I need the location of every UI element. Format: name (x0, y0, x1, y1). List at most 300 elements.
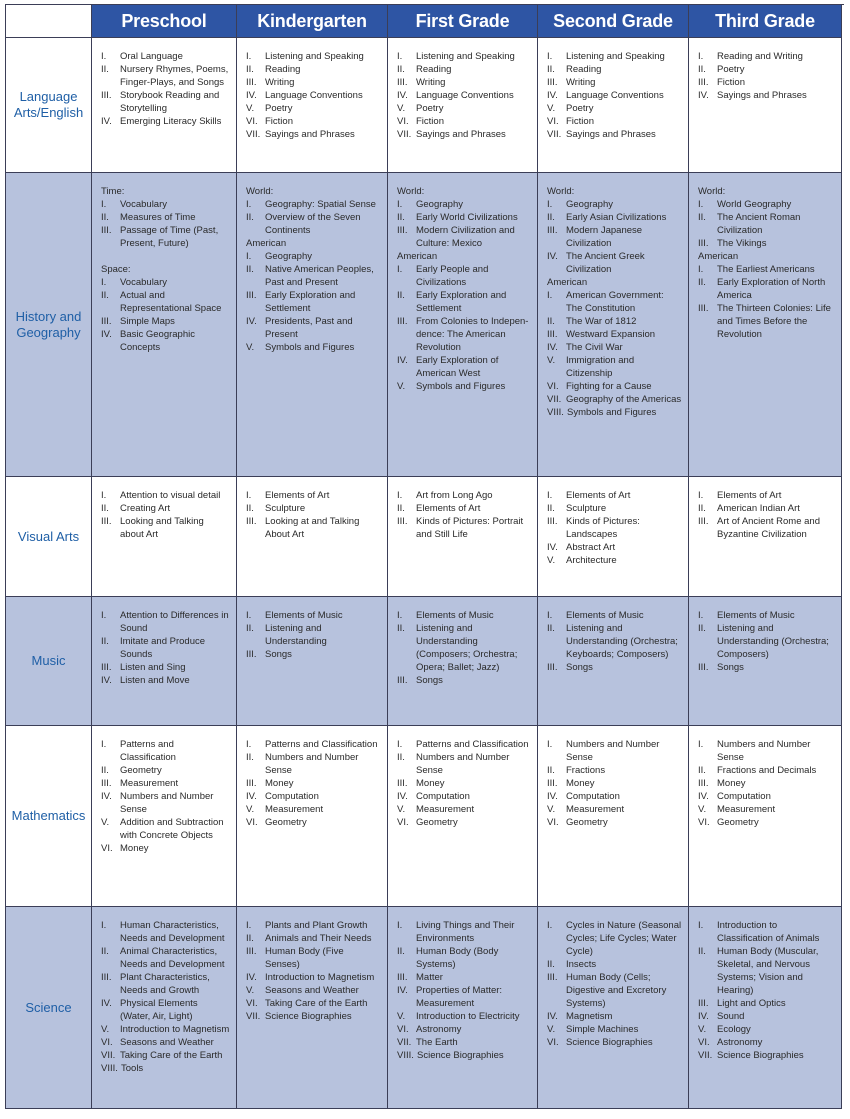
topic-item (698, 198, 835, 211)
topic-text: Insects (566, 959, 597, 970)
topic-numeral: III. (397, 972, 408, 983)
topic-item (397, 502, 531, 515)
topic-list (538, 38, 688, 145)
topic-numeral: I. (547, 920, 553, 931)
topic-numeral: V. (698, 1024, 707, 1035)
topic-item (547, 554, 682, 567)
subject-label-mathematics (6, 726, 92, 907)
topic-numeral: II. (547, 623, 555, 634)
topic-text: Vocabulary (120, 199, 168, 210)
topic-text: Patterns and Classification (416, 739, 529, 750)
topic-item (547, 328, 682, 341)
topic-numeral: II. (547, 503, 555, 514)
topic-numeral: IV. (547, 791, 558, 802)
topic-cell-visual-arts-kindergarten (237, 477, 388, 597)
topic-numeral: I. (698, 920, 704, 931)
topic-text: Writing (265, 77, 295, 88)
topic-item (101, 764, 230, 777)
topic-group (101, 738, 230, 855)
topic-text: Listening and Understanding (265, 623, 327, 647)
topic-text: Songs (265, 649, 292, 660)
topic-numeral: VII. (547, 129, 562, 140)
topic-numeral: IV. (397, 985, 408, 996)
topic-item (547, 224, 682, 250)
topic-item (101, 63, 230, 89)
topic-numeral: III. (698, 303, 709, 314)
topic-numeral: I. (698, 610, 704, 621)
topic-item (397, 224, 531, 250)
topic-text: Introduction to Magnetism (265, 972, 375, 983)
group-heading: American (246, 238, 287, 249)
topic-item (101, 315, 230, 328)
topic-numeral: IV. (101, 998, 112, 1009)
topic-list (92, 38, 236, 132)
topic-item (547, 958, 682, 971)
topic-numeral: I. (101, 199, 107, 210)
topic-item (547, 777, 682, 790)
topic-item (397, 945, 531, 971)
grade-header-third-grade: Third Grade (689, 5, 842, 38)
topic-item (101, 919, 230, 945)
topic-cell-language-arts-english-preschool (92, 38, 237, 173)
topic-item (101, 115, 230, 128)
topic-item (246, 751, 381, 777)
topic-numeral: II. (397, 64, 405, 75)
topic-item (397, 128, 531, 141)
topic-text: Listen and Sing (120, 662, 186, 673)
topic-numeral: IV. (547, 251, 558, 262)
topic-group (397, 250, 531, 393)
topic-item (246, 289, 381, 315)
topic-numeral: II. (547, 959, 555, 970)
topic-text: Science Biographies (566, 1037, 653, 1048)
topic-numeral: VII. (246, 1011, 261, 1022)
topic-item (698, 790, 835, 803)
topic-text: Sayings and Phrases (265, 129, 355, 140)
topic-item (397, 63, 531, 76)
topic-numeral: IV. (246, 90, 257, 101)
topic-cell-mathematics-kindergarten (237, 726, 388, 907)
topic-group (547, 489, 682, 567)
topic-list (237, 173, 387, 358)
topic-numeral: IV. (698, 791, 709, 802)
topic-numeral: III. (397, 225, 408, 236)
topic-item (101, 816, 230, 842)
subject-label-history-and-geography (6, 173, 92, 477)
topic-item (547, 380, 682, 393)
topic-text: The Civil War (566, 342, 623, 353)
topic-numeral: V. (397, 381, 406, 392)
topic-cell-history-and-geography-third-grade (689, 173, 842, 477)
topic-text: Native American Peoples, Past and Present (265, 264, 374, 288)
topic-item (547, 816, 682, 829)
topic-item (101, 502, 230, 515)
topic-list (388, 477, 537, 545)
topic-text: Fiction (416, 116, 444, 127)
topic-group (547, 276, 682, 419)
topic-cell-visual-arts-preschool (92, 477, 237, 597)
topic-item (101, 1062, 230, 1075)
topic-numeral: V. (246, 103, 255, 114)
topic-numeral: VII. (547, 394, 562, 405)
topic-numeral: VI. (246, 998, 258, 1009)
topic-numeral: V. (246, 985, 255, 996)
topic-item (246, 816, 381, 829)
topic-numeral: II. (698, 64, 706, 75)
topic-numeral: V. (246, 342, 255, 353)
topic-group (246, 237, 381, 354)
topic-text: Elements of Art (717, 490, 782, 501)
topic-numeral: VIII. (101, 1063, 118, 1074)
topic-item (547, 198, 682, 211)
topic-text: Songs (416, 675, 443, 686)
topic-text: Patterns and Classification (120, 739, 176, 763)
topic-text: Reading and Writing (717, 51, 803, 62)
topic-text: Oral Language (120, 51, 183, 62)
topic-item (101, 661, 230, 674)
topic-numeral: I. (547, 199, 553, 210)
grade-header-kindergarten: Kindergarten (237, 5, 388, 38)
topic-numeral: VI. (246, 817, 258, 828)
topic-numeral: VI. (101, 843, 113, 854)
topic-item (397, 984, 531, 1010)
topic-numeral: II. (246, 503, 254, 514)
topic-text: Reading (265, 64, 301, 75)
topic-text: Poetry (416, 103, 444, 114)
topic-text: Introduction to Electricity (416, 1011, 520, 1022)
topic-numeral: II. (397, 290, 405, 301)
topic-text: Listening and Understanding (Orchestra; Keyboards; Composers) (566, 623, 678, 660)
topic-numeral: VII. (246, 129, 261, 140)
topic-item (397, 380, 531, 393)
topic-numeral: I. (101, 920, 107, 931)
topic-numeral: I. (101, 51, 107, 62)
topic-cell-science-kindergarten (237, 907, 388, 1109)
topic-text: Numbers and Number Sense (265, 752, 359, 776)
topic-numeral: I. (101, 610, 107, 621)
topic-numeral: III. (246, 516, 257, 527)
topic-numeral: I. (698, 490, 704, 501)
topic-list (538, 907, 688, 1053)
topic-numeral: III. (698, 998, 709, 1009)
topic-numeral: IV. (698, 90, 709, 101)
topic-numeral: I. (698, 199, 704, 210)
topic-text: Measurement (265, 804, 324, 815)
topic-group (698, 738, 835, 829)
topic-text: Sound (717, 1011, 745, 1022)
topic-cell-language-arts-english-kindergarten (237, 38, 388, 173)
topic-list (388, 173, 537, 397)
topic-text: Elements of Art (265, 490, 330, 501)
topic-text: Light and Optics (717, 998, 786, 1009)
topic-item (698, 276, 835, 302)
topic-item (246, 89, 381, 102)
topic-numeral: III. (547, 778, 558, 789)
topic-cell-language-arts-english-second-grade (538, 38, 689, 173)
topic-list (388, 597, 537, 691)
topic-numeral: III. (397, 516, 408, 527)
topic-numeral: IV. (547, 90, 558, 101)
topic-item (547, 89, 682, 102)
topic-item (547, 502, 682, 515)
topic-list (237, 477, 387, 545)
topic-numeral: III. (101, 662, 112, 673)
topic-item (698, 777, 835, 790)
topic-item (246, 997, 381, 1010)
topic-numeral: III. (246, 946, 257, 957)
topic-item (547, 1036, 682, 1049)
topic-item (698, 738, 835, 764)
topic-text: The Ancient Roman Civilization (717, 212, 801, 236)
topic-numeral: V. (547, 1024, 556, 1035)
topic-item (698, 1010, 835, 1023)
topic-text: Human Body (Muscular, Skeletal, and Nervous Systems; Vision and Hearing) (717, 946, 819, 996)
topic-text: Computation (416, 791, 470, 802)
topic-item (101, 515, 230, 541)
topic-text: World Geography (717, 199, 792, 210)
topic-text: Numbers and Number Sense (120, 791, 214, 815)
topic-numeral: V. (547, 555, 556, 566)
topic-group (547, 609, 682, 674)
topic-numeral: III. (101, 972, 112, 983)
topic-numeral: I. (698, 51, 704, 62)
topic-text: Simple Machines (566, 1024, 639, 1035)
topic-text: Geometry (265, 817, 307, 828)
topic-item (101, 842, 230, 855)
topic-item (397, 289, 531, 315)
topic-text: Geometry (566, 817, 608, 828)
grade-header-second-grade: Second Grade (538, 5, 689, 38)
topic-item (698, 489, 835, 502)
topic-item (101, 635, 230, 661)
topic-item (547, 919, 682, 958)
topic-text: Science Biographies (717, 1050, 804, 1061)
topic-text: Poetry (265, 103, 293, 114)
topic-item (101, 790, 230, 816)
topic-cell-language-arts-english-third-grade (689, 38, 842, 173)
topic-text: Geography of the Americas (566, 394, 682, 405)
topic-item (246, 115, 381, 128)
topic-text: Introduction to Magnetism (120, 1024, 230, 1035)
topic-list (689, 173, 841, 345)
topic-item (397, 622, 531, 674)
topic-item (397, 1010, 531, 1023)
topic-numeral: IV. (101, 675, 112, 686)
topic-text: Sculpture (566, 503, 607, 514)
topic-item (698, 211, 835, 237)
topic-numeral: III. (246, 649, 257, 660)
topic-text: The Thirteen Colonies: Life and Times Before the Revolution (717, 303, 831, 340)
topic-item (397, 919, 531, 945)
topic-group (397, 185, 531, 250)
topic-cell-music-preschool (92, 597, 237, 726)
topic-group (547, 50, 682, 141)
topic-item (397, 777, 531, 790)
topic-numeral: V. (397, 103, 406, 114)
topic-numeral: III. (698, 77, 709, 88)
topic-text: Taking Care of the Earth (265, 998, 368, 1009)
topic-text: Magnetism (566, 1011, 613, 1022)
subject-label-text: Visual Arts (17, 528, 80, 544)
topic-text: Computation (717, 791, 771, 802)
topic-list (689, 38, 841, 106)
topic-group (246, 919, 381, 1023)
topic-text: Writing (416, 77, 446, 88)
subject-label-music (6, 597, 92, 726)
topic-item (397, 115, 531, 128)
topic-item (246, 211, 381, 237)
topic-item (246, 263, 381, 289)
topic-numeral: II. (698, 946, 706, 957)
topic-item (101, 777, 230, 790)
topic-item (547, 115, 682, 128)
topic-numeral: III. (397, 675, 408, 686)
topic-text: American Indian Art (717, 503, 800, 514)
topic-item (246, 102, 381, 115)
group-heading: World: (397, 186, 425, 197)
topic-item (397, 198, 531, 211)
group-heading: World: (547, 186, 575, 197)
topic-text: Introduction to Classification of Animals (717, 920, 820, 944)
topic-numeral: II. (246, 623, 254, 634)
topic-text: Writing (566, 77, 596, 88)
topic-group (246, 489, 381, 541)
topic-item (397, 751, 531, 777)
topic-group (101, 489, 230, 541)
topic-item (397, 803, 531, 816)
topic-group (698, 609, 835, 674)
topic-item (698, 919, 835, 945)
topic-item (246, 790, 381, 803)
group-heading: Time: (101, 186, 125, 197)
topic-item (547, 622, 682, 661)
topic-numeral: III. (397, 77, 408, 88)
topic-numeral: II. (397, 946, 405, 957)
topic-item (547, 354, 682, 380)
topic-text: Early Exploration and Settlement (416, 290, 507, 314)
topic-numeral: II. (698, 623, 706, 634)
topic-item (698, 502, 835, 515)
topic-text: Measurement (717, 804, 776, 815)
topic-item (246, 648, 381, 661)
grade-header-preschool: Preschool (92, 5, 237, 38)
topic-numeral: IV. (246, 972, 257, 983)
topic-item (246, 341, 381, 354)
topic-item (246, 738, 381, 751)
topic-text: Fighting for a Cause (566, 381, 652, 392)
topic-numeral: III. (547, 329, 558, 340)
topic-item (547, 1010, 682, 1023)
topic-numeral: II. (698, 277, 706, 288)
topic-text: The Earth (416, 1037, 458, 1048)
topic-list (92, 907, 236, 1079)
subject-label-text: Language Arts/English (13, 89, 84, 120)
topic-group (101, 185, 230, 250)
topic-text: Language Conventions (265, 90, 363, 101)
topic-cell-science-third-grade (689, 907, 842, 1109)
topic-numeral: I. (246, 739, 252, 750)
topic-group (101, 263, 230, 354)
topic-numeral: III. (547, 516, 558, 527)
topic-item (397, 738, 531, 751)
topic-cell-science-first-grade (388, 907, 538, 1109)
topic-group (698, 250, 835, 341)
topic-text: Money (120, 843, 149, 854)
topic-text: Elements of Music (265, 610, 343, 621)
topic-text: Numbers and Number Sense (416, 752, 510, 776)
topic-list (538, 477, 688, 571)
topic-item (397, 102, 531, 115)
topic-cell-music-third-grade (689, 597, 842, 726)
topic-text: Listening and Speaking (566, 51, 665, 62)
corner-cell (6, 5, 92, 38)
topic-numeral: VI. (547, 1037, 559, 1048)
topic-item (101, 328, 230, 354)
topic-item (547, 76, 682, 89)
topic-text: Tools (121, 1063, 144, 1074)
topic-numeral: V. (101, 1024, 110, 1035)
topic-numeral: VI. (397, 817, 409, 828)
topic-list (92, 597, 236, 691)
topic-text: The Earliest Americans (717, 264, 815, 275)
topic-numeral: I. (101, 490, 107, 501)
topic-numeral: VI. (547, 817, 559, 828)
topic-text: Basic Geographic Concepts (120, 329, 195, 353)
topic-text: Taking Care of the Earth (120, 1050, 223, 1061)
topic-item (547, 393, 682, 406)
topic-item (101, 198, 230, 211)
topic-text: Geography (416, 199, 464, 210)
topic-text: Westward Expansion (566, 329, 656, 340)
topic-text: Looking and Talking about Art (120, 516, 204, 540)
topic-text: Geography (265, 251, 313, 262)
topic-group (246, 738, 381, 829)
topic-numeral: II. (101, 503, 109, 514)
topic-numeral: III. (547, 225, 558, 236)
topic-item (547, 102, 682, 115)
topic-text: From Colonies to Indepen-dence: The American Revolution (416, 316, 529, 353)
topic-cell-visual-arts-second-grade (538, 477, 689, 597)
topic-item (698, 945, 835, 997)
topic-text: Geometry (717, 817, 759, 828)
topic-item (698, 661, 835, 674)
topic-item (547, 803, 682, 816)
topic-item (101, 276, 230, 289)
topic-text: Computation (566, 791, 620, 802)
topic-numeral: II. (547, 212, 555, 223)
topic-text: Fiction (265, 116, 293, 127)
topic-text: Elements of Art (566, 490, 631, 501)
topic-numeral: IV. (397, 90, 408, 101)
topic-item (397, 489, 531, 502)
topic-text: Elements of Music (416, 610, 494, 621)
topic-text: Plant Characteristics, Needs and Growth (120, 972, 210, 996)
topic-text: Creating Art (120, 503, 171, 514)
topic-group (397, 738, 531, 829)
topic-group (547, 185, 682, 276)
topic-numeral: I. (246, 251, 252, 262)
topic-cell-visual-arts-first-grade (388, 477, 538, 597)
topic-numeral: III. (101, 516, 112, 527)
topic-item (101, 1036, 230, 1049)
topic-text: Listening and Understanding (Composers; Orchestra; Opera; Ballet; Jazz) (416, 623, 518, 673)
topic-text: Poetry (717, 64, 745, 75)
topic-item (246, 250, 381, 263)
topic-numeral: VI. (397, 116, 409, 127)
topic-text: Fractions (566, 765, 606, 776)
topic-item (397, 515, 531, 541)
topic-item (397, 89, 531, 102)
